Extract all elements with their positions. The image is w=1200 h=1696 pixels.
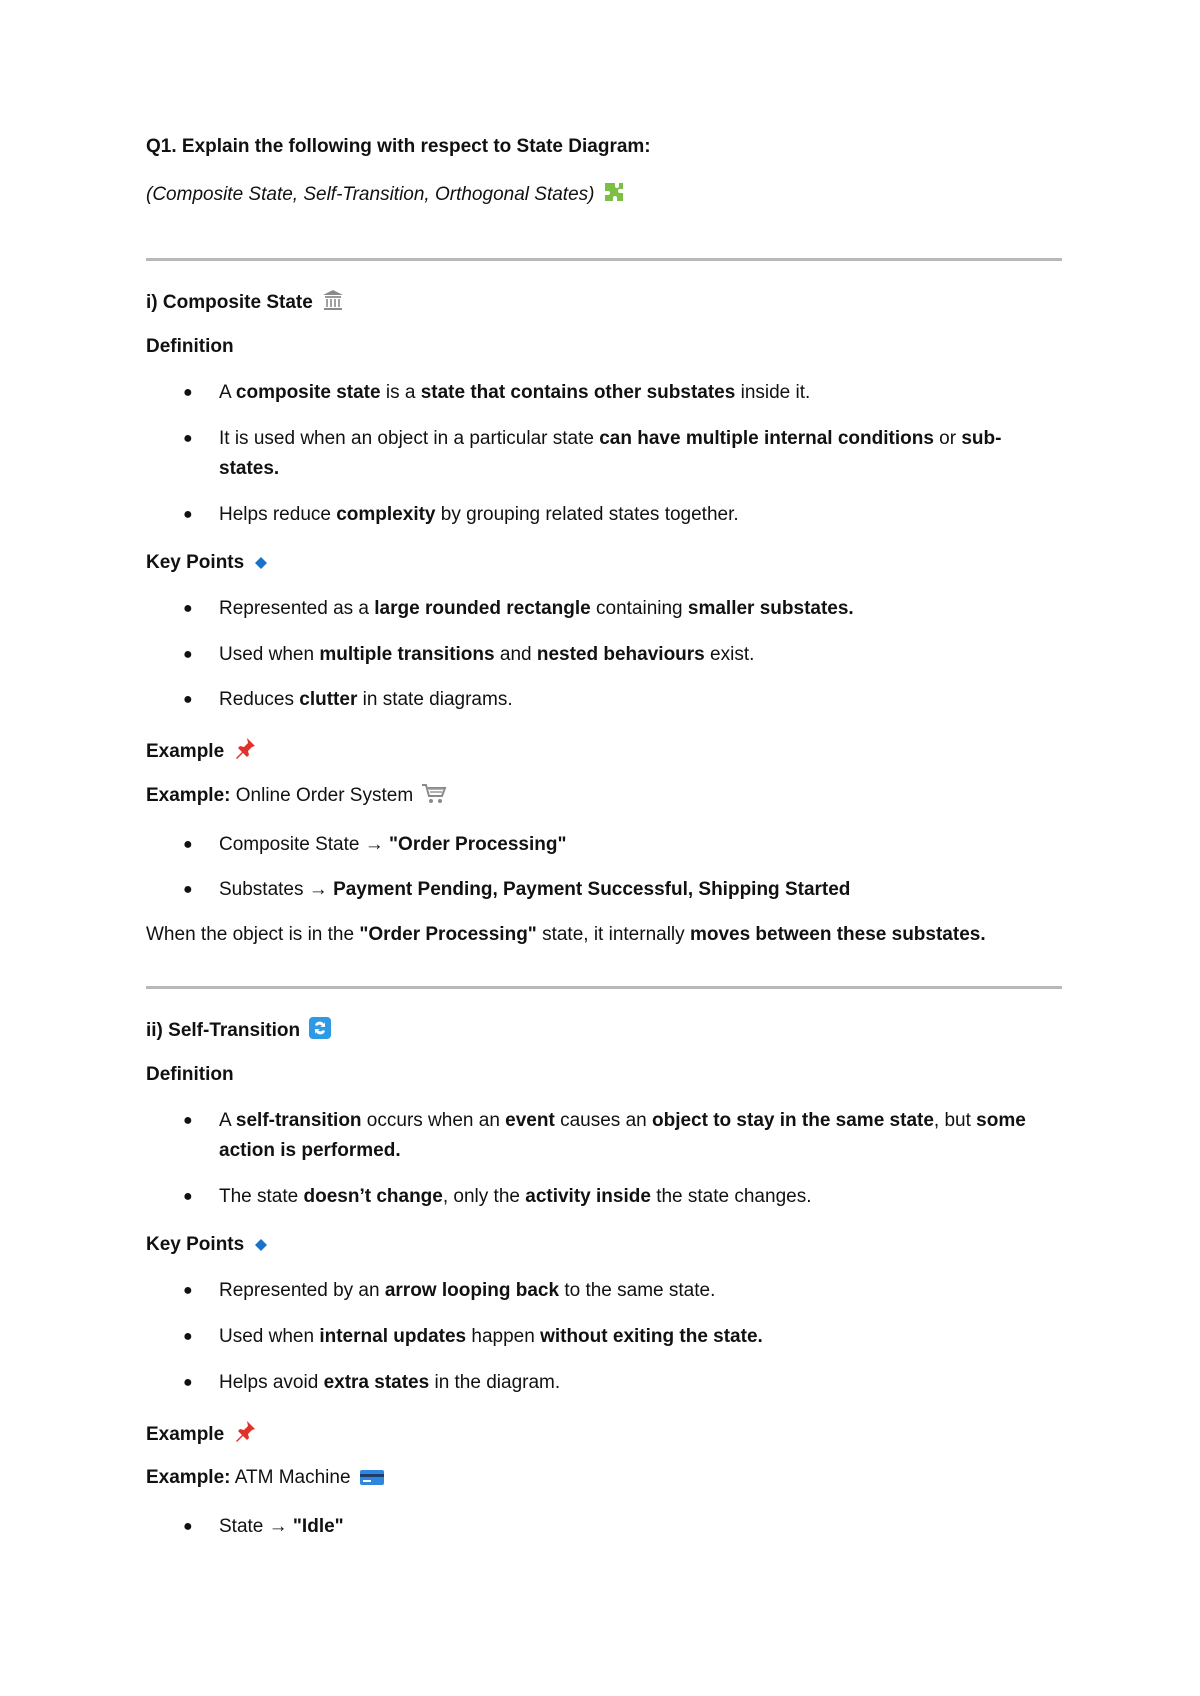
list-item: Helps avoid extra states in the diagram. bbox=[219, 1372, 561, 1393]
definition-label: Definition bbox=[146, 336, 234, 357]
bullet: ● bbox=[183, 646, 193, 663]
key-points-text: Key Points bbox=[146, 1234, 245, 1255]
list-item: Composite State → "Order Processing" bbox=[219, 834, 567, 855]
key-points-text: Key Points bbox=[146, 552, 245, 573]
bullet: ● bbox=[183, 1282, 193, 1299]
blue-diamond-icon bbox=[252, 1236, 270, 1262]
repeat-button-icon bbox=[308, 1016, 332, 1048]
list-item: Represented as a large rounded rectangle containing smaller substates. bbox=[219, 598, 854, 619]
example-intro bbox=[146, 1465, 385, 1495]
bullet: ● bbox=[183, 384, 193, 401]
question-title: Q1. Explain the following with respect to State Diagram: bbox=[146, 136, 651, 157]
list-item: A self-transition occurs when an event causes an object to stay in the same state, but some action is performed. bbox=[219, 1110, 1026, 1161]
example-intro-text: Online Order System bbox=[230, 785, 414, 806]
list-item: State → "Idle" bbox=[219, 1516, 344, 1537]
bullet: ● bbox=[183, 1328, 193, 1345]
pushpin-icon bbox=[232, 1418, 258, 1452]
example-label bbox=[146, 735, 258, 769]
shopping-cart-icon bbox=[421, 783, 447, 813]
list-item: It is used when an object in a particular state can have multiple internal conditions or sub-states. bbox=[219, 428, 1002, 479]
bullet: ● bbox=[183, 1188, 193, 1205]
list-item: Used when internal updates happen without exiting the state. bbox=[219, 1326, 763, 1347]
list-item: Helps reduce complexity by grouping related states together. bbox=[219, 504, 739, 525]
puzzle-piece-icon bbox=[602, 180, 626, 212]
bullet: ● bbox=[183, 600, 193, 617]
blue-diamond-icon bbox=[252, 554, 270, 580]
bullet: ● bbox=[183, 430, 193, 447]
example-intro-label: Example: bbox=[146, 785, 231, 806]
definition-label: Definition bbox=[146, 1064, 234, 1085]
example-text: Example bbox=[146, 1424, 225, 1445]
key-points-label bbox=[146, 550, 270, 580]
horizontal-rule bbox=[146, 986, 1062, 989]
classical-building-icon bbox=[321, 288, 345, 320]
bullet: ● bbox=[183, 691, 193, 708]
bullet: ● bbox=[183, 836, 193, 853]
list-item: Used when multiple transitions and nested behaviours exist. bbox=[219, 644, 755, 665]
example-intro bbox=[146, 783, 447, 813]
section-heading-composite-state bbox=[146, 288, 345, 320]
bullet: ● bbox=[183, 1518, 193, 1535]
list-item: The state doesn’t change, only the activity inside the state changes. bbox=[219, 1186, 812, 1207]
example-text: Example bbox=[146, 741, 225, 762]
pushpin-icon bbox=[232, 735, 258, 769]
section-heading-self-transition bbox=[146, 1016, 332, 1048]
conclusion-text: When the object is in the "Order Processing" state, it internally moves between these substates. bbox=[146, 924, 986, 945]
list-item: Represented by an arrow looping back to the same state. bbox=[219, 1280, 716, 1301]
heading-text: ii) Self-Transition bbox=[146, 1020, 301, 1041]
example-intro-text: ATM Machine bbox=[230, 1467, 351, 1488]
list-item: A composite state is a state that contains other substates inside it. bbox=[219, 382, 811, 403]
list-item: Reduces clutter in state diagrams. bbox=[219, 689, 513, 710]
key-points-label bbox=[146, 1232, 270, 1262]
bullet: ● bbox=[183, 881, 193, 898]
example-intro-label: Example: bbox=[146, 1467, 231, 1488]
example-label bbox=[146, 1418, 258, 1452]
bullet: ● bbox=[183, 506, 193, 523]
subtitle-text: (Composite State, Self-Transition, Orthogonal States) bbox=[146, 184, 595, 205]
credit-card-icon bbox=[359, 1467, 385, 1495]
bullet: ● bbox=[183, 1112, 193, 1129]
list-item: Substates → Payment Pending, Payment Successful, Shipping Started bbox=[219, 879, 851, 900]
question-subtitle bbox=[146, 180, 626, 212]
bullet: ● bbox=[183, 1374, 193, 1391]
heading-text: i) Composite State bbox=[146, 292, 313, 313]
horizontal-rule bbox=[146, 258, 1062, 261]
